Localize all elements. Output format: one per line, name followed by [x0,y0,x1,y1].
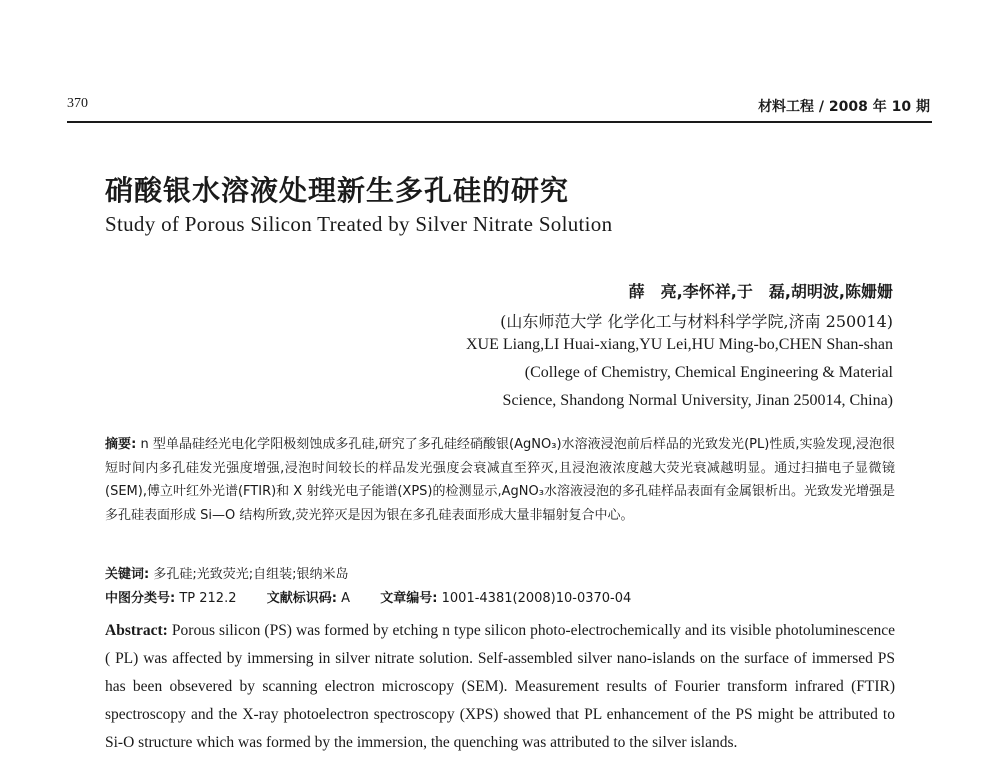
keywords [105,563,348,582]
clc-value: TP 212.2 [179,591,237,606]
keywords-label: 关键词: [105,567,150,582]
clc-label: 中图分类号: [105,591,176,606]
doc-code-label: 文献标识码: [266,591,337,606]
affiliation-english-line2: Science, Shandong Normal University, Jinan 250014, China) [502,392,893,409]
title-chinese: 硝酸银水溶液处理新生多孔硅的研究 [105,174,570,207]
classification-line [105,587,631,606]
keywords-text: 多孔硅;光致荧光;自组装;银纳米岛 [153,567,349,582]
affiliation-english-line1: (College of Chemistry, Chemical Engineering & Material [524,364,893,381]
abstract-english [105,617,895,757]
abstract-chinese [105,433,895,527]
article-number-label: 文章编号: [380,591,438,606]
affiliation-chinese: (山东师范大学 化学化工与材料科学学院,济南 250014) [500,312,893,331]
journal-issue: 材料工程 / 2008 年 10 期 [758,99,930,115]
page-number: 370 [67,96,88,111]
abstract-english-text: Porous silicon (PS) was formed by etching n type silicon photo-electrochemically and its visible photoluminescence ( PL) was affected by immersing in silver nitrate solution. Self-assembled silver nano-islands on the surface of immersed PS has been obsevered by scanning electron microscopy (SEM). Measurement results of Fourier transform infrared (FTIR) spectroscopy and the X-ray photoelectron spectroscopy (XPS) showed that PL enhancement of the PS might be attributed to Si-O structure which was formed by the immersion, the quenching was attributed to the silver islands. [105,622,895,751]
abstract-english-label: Abstract: [105,622,168,639]
abstract-chinese-label: 摘要: [105,437,137,452]
authors-english: XUE Liang,LI Huai-xiang,YU Lei,HU Ming-bo,CHEN Shan-shan [465,336,893,353]
doc-code-value: A [341,591,351,606]
header-rule [67,121,932,123]
title-english: Study of Porous Silicon Treated by Silver Nitrate Solution [105,212,613,236]
article-number-value: 1001-4381(2008)10-0370-04 [441,591,632,606]
authors-chinese: 薛 亮,李怀祥,于 磊,胡明波,陈姗姗 [628,282,893,301]
abstract-chinese-text: n 型单晶硅经光电化学阳极刻蚀成多孔硅,研究了多孔硅经硝酸银(AgNO₃)水溶液浸泡前后样品的光致发光(PL)性质,实验发现,浸泡很短时间内多孔硅发光强度增强,浸泡时间较长的样品发光强度会衰减直至猝灭,且浸泡液浓度越大荧光衰减越明显。通过扫描电子显微镜(SEM),傅立叶红外光谱(FTIR)和 X 射线光电子能谱(XPS)的检测显示,AgNO₃水溶液浸泡的多孔硅样品表面有金属银析出。光致发光增强是多孔硅表面形成 Si—O 结构所致,荧光猝灭是因为银在多孔硅表面形成大量非辐射复合中心。 [105,437,895,523]
